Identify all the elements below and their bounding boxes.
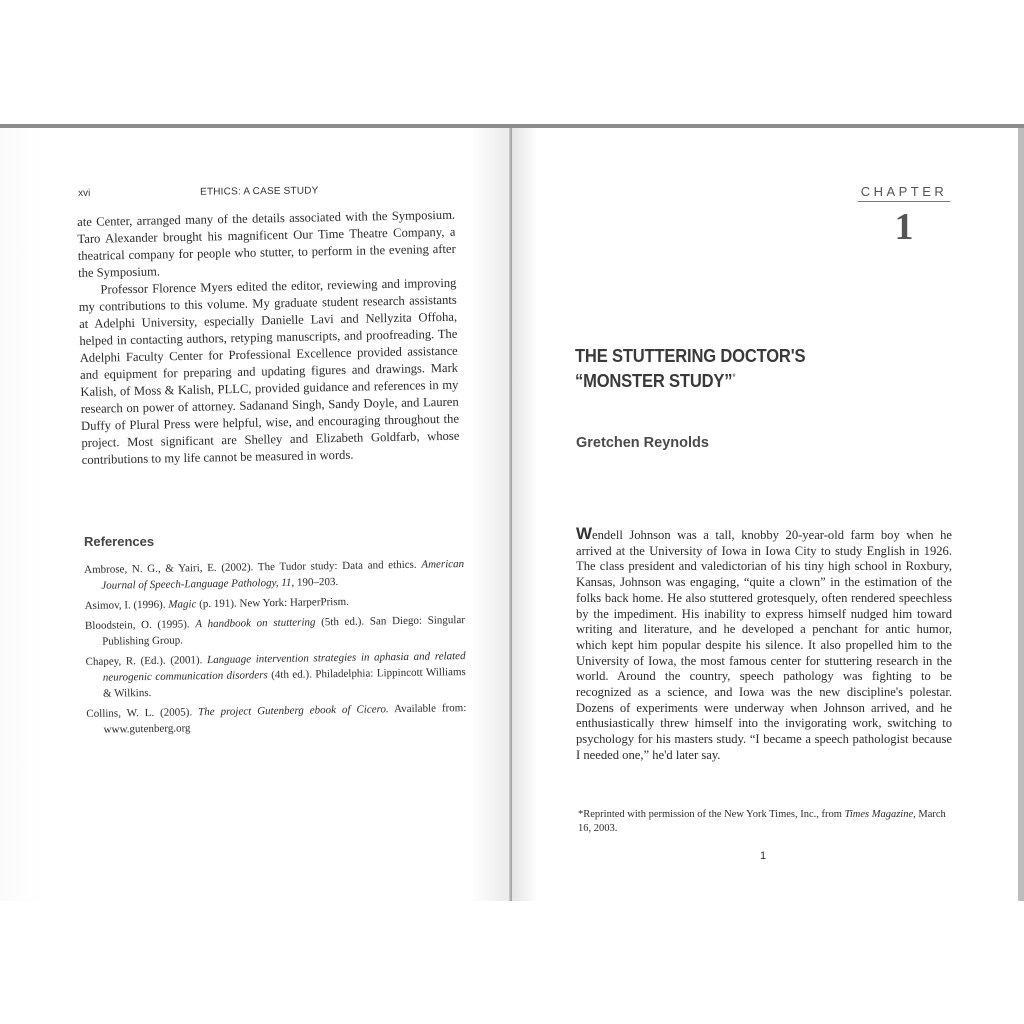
left-page [0,128,512,901]
chapter-title-line: THE STUTTERING DOCTOR'S [575,346,806,366]
chapter-number: 1 [894,206,914,248]
running-head-title: ETHICS: A CASE STUDY [200,185,319,198]
right-page [512,128,1024,901]
chapter-heading [858,184,950,246]
book-spread [0,124,1024,905]
footnote-mark: * [732,372,736,382]
reference-item: Chapey, R. (Ed.). (2001). Language intervention strategies in aphasia and related neurogenic communication disorders (4th ed.). Philadelphia: Lippincott Williams & Wilkins. [85,650,466,700]
folio: xvi [78,187,91,199]
acknowledgments-text [77,207,460,469]
reference-item: Collins, W. L. (2005). The project Gutenberg ebook of Cicero. Available from: www.gutenberg.org [86,702,467,736]
author-name: Gretchen Reynolds [576,435,709,451]
chapter-body [576,526,952,764]
paragraph: Professor Florence Myers edited the editor, reviewing and improving my contributions to this volume. My graduate student research assistants at Adelphi University, especially Danielle Lavi and Nellyzita Offoha, helped in contacting authors, retyping manuscripts, and proofreading. The Adelphi Faculty Center for Professional Excellence provided assistance and equipment for preparing and updating figures and drawings. Mark Kalish, of Moss & Kalish, PLLC, provided guidance and references in my research on power of attorney. Sadanand Singh, Sandy Doyle, and Lauren Duffy of Plural Press were helpful, wise, and encouraging throughout the project. Most significant are Shelley and Elizabeth Goldfarb, whose contributions to my life cannot be measured in words. [78,275,460,467]
paragraph: ate Center, arranged many of the details associated with the Symposium. Taro Alexander brought his magnificent Our Time Theatre Company, a theatrical company for people who stutter, to perform in the evening after the Symposium. [77,207,456,280]
chapter-title-line: “MONSTER STUDY”* [575,371,736,391]
reference-item: Ambrose, N. G., & Yairi, E. (2002). The Tudor study: Data and ethics. American Journal of Speech-Language Pathology, 11, 190–203. [84,558,465,592]
reference-item: Asimov, I. (1996). Magic (p. 191). New York: HarperPrism. [84,595,349,612]
references-heading: References [84,534,155,549]
references-list [84,556,467,742]
running-head [78,184,458,199]
chapter-title [575,346,805,392]
page-number: 1 [760,850,767,862]
reference-item: Bloodstein, O. (1995). A handbook on stuttering (5th ed.). San Diego: Singular Publishing Group. [84,614,466,648]
chapter-label: CHAPTER [858,184,950,202]
drop-cap: W [576,524,593,543]
page-edge [1018,128,1024,901]
footnote: *Reprinted with permission of the New York Times, Inc., from Times Magazine, March 16, 2003. [578,809,946,834]
paragraph: Wendell Johnson was a tall, knobby 20-year-old farm boy when he arrived at the University of Iowa in Iowa City to study English in 1926. The class president and valedictorian of his tiny high school in Roxbury, Kansas, Johnson was engaging, “quite a clown” in the estimation of the folks back home. He also stuttered grotesquely, often rendered speechless by the impediment. His inability to express himself nudged him toward writing and literature, and he developed a penchant for antic humor, which kept him popular despite his silence. It also propelled him to the University of Iowa, the most famous center for stuttering research in the world. Around the country, speech pathology was fighting to be recognized as a science, and Iowa was the new discipline's polestar. Dozens of experiments were underway when Johnson arrived, and he enthusiastically threw himself into the invigorating work, switching to psychology for his masters study. “I became a speech pathologist because I needed one,” he'd later say. [576,524,952,762]
